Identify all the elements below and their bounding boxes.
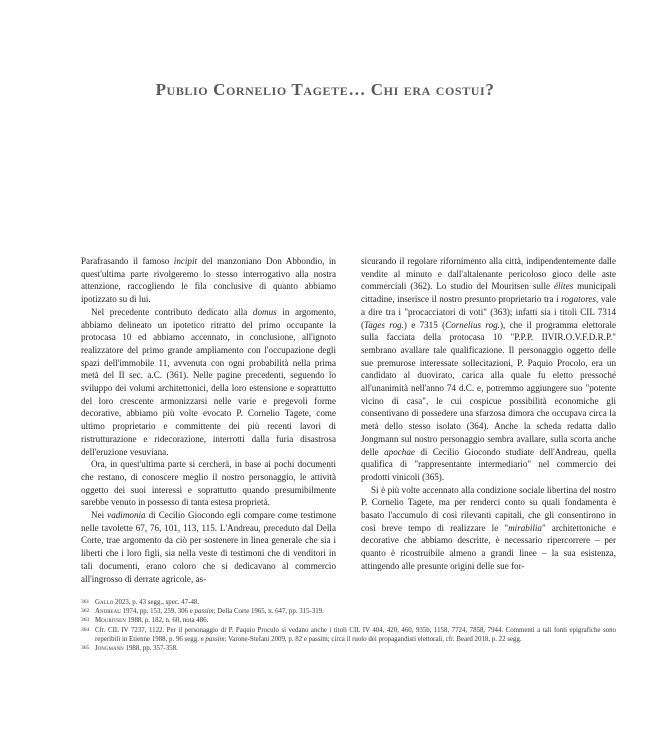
author-name: Andreau (95, 608, 121, 616)
italic-term: mirabilia (508, 522, 542, 533)
italic-term: incipit (173, 256, 198, 266)
footnote-number: 363 (81, 617, 90, 624)
body-text (81, 255, 616, 585)
footnote (81, 616, 616, 625)
text-run: Si è più volte accennato alla condizione sociale libertina del nostro P. Cornelio Tagete, ma per renderci conto su quali fondamenta è basato l'accumulo di così rilevanti capitali, che gli consentirono in così breve tempo di realizzare le " (361, 484, 616, 533)
footnote (81, 626, 616, 644)
text-run: 1988, pp. 357-358. (123, 645, 178, 653)
paragraph (81, 306, 336, 458)
footnote-number: 364 (81, 626, 90, 633)
paragraph (81, 509, 336, 585)
paragraph (361, 484, 616, 573)
footnote (81, 644, 616, 653)
italic-term: passim (205, 635, 225, 643)
footnote (81, 607, 616, 616)
text-run: Nei (91, 510, 108, 521)
footnote (81, 598, 616, 607)
text-run: , vale a dire tra i "procacciatori di voti" (363); infatti sia i titoli CIL 7314 ( (361, 294, 616, 330)
text-run: ) e 7315 ( (403, 319, 446, 330)
author-name: Mouritsen (95, 617, 126, 625)
text-run: municipali cittadine, inserisce il nostro presunto proprietario tra i (361, 281, 616, 305)
text-run: Cfr. CIL IV 7237, 1122. Per il personaggio di P. Paquio Proculo si vedano anche i titoli CIL IV 404, 420, 460, 935b, 1158, 7724, 7858, 7944. Commenti a tali fonti epigrafiche sono reperibili in Etienne 1988, p. 96 segg. e (95, 626, 616, 643)
italic-term: passim (194, 608, 214, 616)
footnote-text (95, 598, 616, 607)
footnote-number: 365 (81, 645, 90, 652)
paragraph: Ora, in quest'ultima parte si cercherà, in base ai pochi documenti che restano, di conoscere meglio il nostro personaggio, le attività oggetto dei suoi interessi e soprattutto quando presumibilmente sarebbe venuto in possesso di tanta estesa proprietà. (81, 459, 336, 508)
footnote-number: 361 (81, 599, 90, 605)
right-column (361, 255, 616, 585)
footnote-text (95, 626, 616, 644)
text-run: ; Varone-Stefani 2009, p. 82 e passim; circa il ruolo dei propagandisti elettorali, cfr. Beard 2018, p. 22 segg. (224, 635, 522, 643)
text-run: ), che il programma elettorale sulla facciata della protocasa 10 "P.P.P. IIVIR.O.V.F.D.R.P." sembrano avallare tale qualificazione. Il personaggio oggetto delle sue premurose interessate sollecitazioni, P. Paquio Procolo, era un candidato al duovirato, carica alla quale fu eletto pressoché all'unanimità nell'anno 74 d.C. e, potremmo aggiungere suo "potente vicino di casa", le cui cospicue possibilità economiche gli consentivano di possedere una sfarzosa dimora che occupava circa la metà dello stesso isolato (364). Anche la scheda redatta dallo Jongmann sul nostro personaggio sembra avallare, sulla scorta anche delle (361, 319, 617, 457)
text-run: ; Della Corte 1965, n. 647, pp. 315-319. (213, 608, 324, 616)
text-run: di Cecilio Giocondo studiate dell'Andreau, quella qualifica di "rappresentante intermediario" nel commercio dei prodotti vinicoli (365). (361, 446, 616, 482)
footnote-text (95, 644, 616, 653)
italic-term: domus (252, 306, 277, 317)
text-run: sicurando il regolare rifornimento alla città, indipendentemente dalle vendite al minuto e dall'altalenante pericoloso gioco delle aste commerciali (362). Lo studio del Mouritsen sulle (361, 256, 616, 292)
text-run: " architettoniche e decorative che abbiamo descritte, è necessario ripercorrere – per quanto è ricostruibile almeno a grandi linee – la sua esistenza, attingendo alle presunte origini delle sue for- (361, 522, 617, 571)
footnote-text (95, 616, 616, 625)
left-column (81, 255, 336, 585)
chapter-title: Publio Cornelio Tagete… Chi era costui? (155, 80, 495, 99)
footnote-number: 362 (81, 608, 90, 615)
author-name: Gallo (95, 599, 114, 606)
text-run: 1974, pp. 153, 259, 306 e (120, 608, 195, 616)
footnotes (81, 598, 616, 653)
footnote-text (95, 607, 616, 616)
italic-term: vadimonia (107, 510, 146, 521)
italic-term: Cornelius rog. (445, 319, 500, 330)
italic-term: rogatores (561, 294, 596, 305)
paragraph (81, 255, 336, 306)
italic-term: élites (553, 281, 574, 292)
text-run: Parafrasando il famoso (81, 256, 174, 266)
text-run: 2023, p. 43 segg., spec. 47-48. (113, 599, 200, 606)
text-run: in argomento, abbiamo delineato un ipotetico ritratto del primo occupante la protocasa 10 ed abbiamo accennato, in conclusione, all'ignoto realizzatore del primo grande ampliamento con l'occupazione degli spazi dell'immobile 11, avvenuta con ogni probabilità nella prima metà del II sec. a.C. (361). Nelle pagine precedenti, seguendo lo sviluppo dei volumi architettonici, della loro estensione e soprattutto del loro crescente armonizzarsi nelle varie e pregevoli forme decorative, abbiamo più volte evocato P. Cornelio Tagete, come ultimo proprietario e committente dei più recenti lavori di ristrutturazione e ridecorazione, interrotti dalla furia disastrosa dell'eruzione vesuviana. (81, 306, 336, 457)
text-run: Nel precedente contributo dedicato alla (91, 306, 253, 317)
italic-term: Tages rog. (364, 319, 404, 330)
text-run: 1988, p. 182, n. 60, nota 486. (125, 617, 209, 625)
text-run: del manzoniano Don Abbondio, in quest'ultima parte rivolgeremo lo stesso interrogativo alla nostra attenzione, raccogliendo le fila conclusive di quanto abbiamo ipotizzato su di lui. (81, 256, 336, 305)
paragraph (361, 255, 616, 484)
text-run: di Cecilio Giocondo egli compare come testimone nelle tavolette 67, 76, 101, 113, 115. L'Andreau, preceduto dal Della Corte, trae argomento da ciò per sostenere in linea generale che sia i liberti che i loro figli, sia nella veste di testimoni che di venditori in tali documenti, erano coloro che si dedicavano al commercio all'ingrosso di derrate agricole, as- (81, 510, 337, 584)
author-name: Jongmann (95, 645, 124, 653)
italic-term: apochae (384, 446, 415, 457)
